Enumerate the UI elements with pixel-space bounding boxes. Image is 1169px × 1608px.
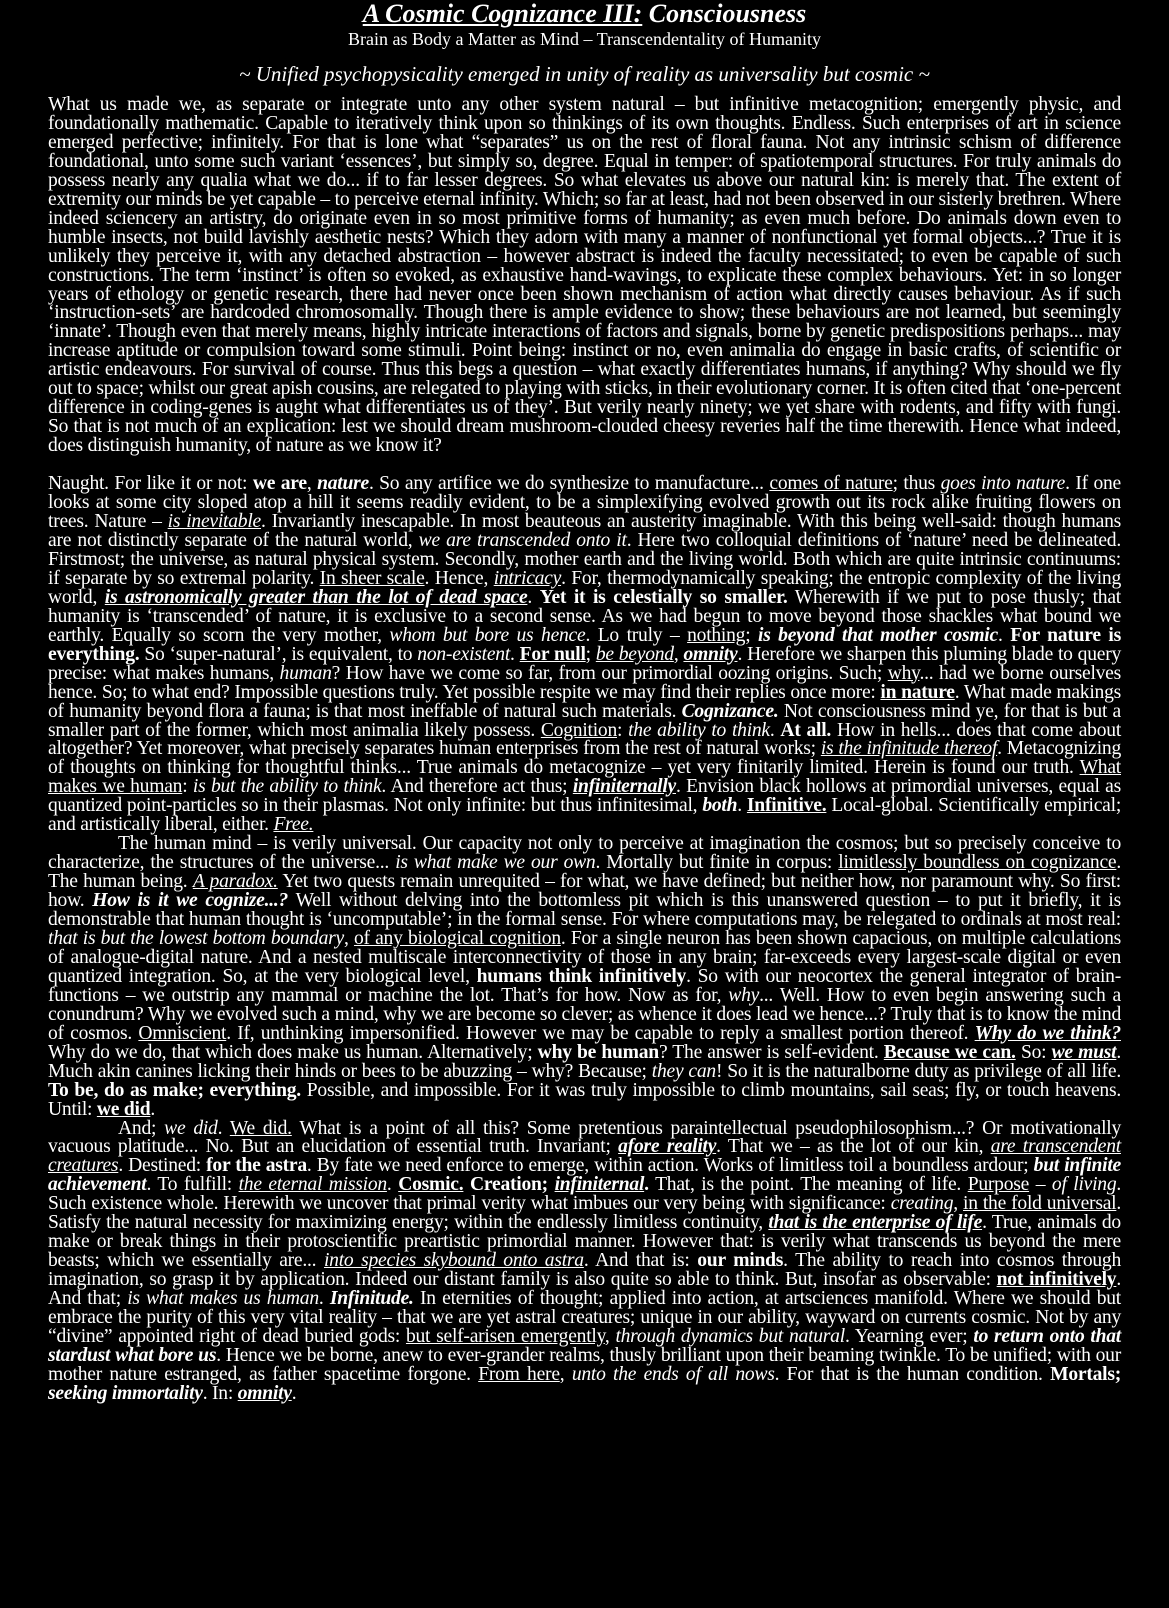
text-run: in nature (880, 681, 955, 703)
text-run: they can (651, 1060, 716, 1082)
text-run: ... Well. How to even begin answering such a conundrum? Why we evolved such a mind, why we are become so clever; as whence it does lead we hence...? Truly that is to know the mind of cosmos. (48, 984, 1121, 1044)
text-run: ; (745, 624, 759, 646)
text-run: . (510, 643, 520, 665)
text-run: . (217, 1117, 230, 1139)
text-run: Free. (273, 814, 314, 836)
text-run: we did (164, 1117, 218, 1139)
text-run: but infinite achievement (48, 1155, 1121, 1196)
text-run: that is the enterprise of life (768, 1212, 983, 1234)
text-run: . For, thermodynamically speaking; the entropic complexity of the living world, (48, 567, 1121, 608)
text-run: Purpose (967, 1174, 1030, 1196)
text-run: . And therefore act thus; (381, 776, 573, 798)
text-run: why (887, 662, 920, 684)
text-run: . (386, 1174, 399, 1196)
text-run: Because we can. (883, 1041, 1016, 1063)
text-run: . (644, 1174, 649, 1196)
text-run: omnity (683, 643, 738, 665)
text-run: , (953, 1193, 964, 1215)
text-run: . By fate we need enforce to emerge, within action. Works of limitless toil a boundless ardour; (306, 1155, 1034, 1177)
text-run: ; thus (892, 473, 941, 495)
text-run: Infinitive. (746, 795, 827, 817)
text-run: Omniscient (138, 1022, 227, 1044)
text-run: but self-arisen emergently (405, 1326, 605, 1347)
text-run: What makes we human (48, 757, 1121, 798)
text-run: Well without delving into the bottomless pit which is this unanswered question – to put it briefly, it is demonstrable that human thought is ‘uncomputable’; in the formal sense. For where computations may, be relegated to ordinals at most real: (48, 890, 1121, 931)
document-motto: ~ Unified psychopysicality emerged in unity of reality as universality but cosmic ~ (239, 62, 930, 86)
text-run: Mortals; (1050, 1363, 1121, 1385)
text-run: . Lo truly – (585, 624, 688, 646)
text-run: nothing (687, 624, 746, 646)
text-run: we are transcended onto it (418, 529, 627, 551)
text-run: . The human being. (48, 852, 1122, 893)
text-run: Possible, and impossible. For it was truly impossible to climb mountains, sail seas; fly, or touch heavens. Until: (48, 1079, 1121, 1120)
text-run: ? The answer is self-evident. (658, 1041, 884, 1063)
text-run: ? How have we come so far, from our primordial oozing origins. Such; (331, 662, 888, 684)
text-run: is astronomically greater than the lot of dead space (104, 586, 528, 608)
text-run: . (318, 1288, 330, 1310)
text-run: . Hence we be borne, anew to ever-grander realms, thusly brilliant upon their beaming twinkle. To be unified; with our mother nature estranged, as father spacetime forgone. (48, 1344, 1121, 1385)
text-run: That, is the point. The meaning of life. (648, 1174, 968, 1196)
text-run: for the astra (206, 1155, 307, 1177)
text-run: why be human (537, 1041, 659, 1063)
text-run: ; (585, 643, 596, 665)
text-run: of any biological cognition (353, 927, 561, 949)
text-run: Why do we think? (974, 1022, 1121, 1044)
text-run: . Metacognizing of thoughts on thinking for thoughtful thinks... True animals do metacognize – yet very finitarily limited. Herein is found our truth. (48, 738, 1121, 779)
text-run: From here (478, 1363, 560, 1385)
text-run: At all. (780, 719, 832, 741)
text-run: afore reality (618, 1136, 717, 1158)
text-run: our minds (697, 1250, 784, 1272)
text-run: unto the ends of all nows (571, 1363, 775, 1385)
text-run: . (769, 719, 781, 741)
text-run: And; (118, 1117, 165, 1139)
text-run: . True, animals do make or break things in their protoscientific preartistic primordial manner. However that: is verily what transcends us beyond the mere beasts; which we essentially are... (48, 1212, 1121, 1272)
text-run: . Hence, (424, 567, 494, 589)
text-run: to return onto that stardust what bore us (48, 1326, 1122, 1366)
title-series: A Cosmic Cognizance III: (362, 0, 643, 28)
text-run: . And that; (48, 1269, 1121, 1310)
text-run: , (604, 1326, 616, 1347)
text-run: limitlessly boundless on cognizance (838, 852, 1117, 874)
text-run: The human mind – is verily universal. Our capacity not only to perceive at imagination the cosmos; but so precisely conceive to characterize, the structures of the universe... (48, 833, 1121, 874)
text-run: ... had we borne ourselves hence. So; to what end? Impossible questions truly. Yet possible respite we may find their replies once more: (48, 662, 1122, 703)
text-run: Creation; (470, 1174, 555, 1196)
text-run: . If, unthinking impersonified. However we may be capable to reply a smallest portion thereof. (226, 1022, 975, 1044)
text-run: , (673, 643, 684, 665)
text-run: omnity (237, 1382, 292, 1404)
text-run: . (291, 1382, 297, 1404)
text-run: . Yearning ever; (844, 1326, 974, 1347)
text-run: Cognition (540, 719, 617, 741)
text-run: we must (1051, 1041, 1117, 1063)
text-run: In eternities of thought; applied into action, at artsciences manifold. Where we should but embrace the purity of this very vital reality – that we are yet astral creatures; unique in our ability, wayward on currents cosmic. Not by any “divine” appointed right of dead buried gods: (48, 1288, 1121, 1347)
text-run: why (728, 984, 760, 1006)
text-run: , (306, 473, 318, 495)
text-run: . (527, 586, 540, 608)
text-run: in the fold universal (963, 1193, 1117, 1215)
text-run: seeking immortality (48, 1382, 203, 1404)
text-run: Naught. For like it or not: (48, 473, 253, 495)
text-run: . What made makings of humanity beyond flora a fauna; is that most ineffable of natural such materials. (48, 681, 1122, 722)
text-run: infiniternal (554, 1174, 645, 1196)
text-run: . To fulfill: (146, 1174, 239, 1196)
text-run: Not consciousness mind ye, for that is but a smaller part of the former, which most animalia likely possess. (48, 700, 1121, 741)
text-run: is the infinitude thereof (820, 738, 998, 760)
text-run: human (279, 662, 332, 684)
text-run: is beyond that mother cosmic (758, 624, 998, 646)
text-run: are transcendent creatures (48, 1136, 1121, 1177)
text-run: How is it we cognize...? (92, 890, 289, 912)
body-paragraph-2 (48, 475, 1121, 1404)
text-run: the eternal mission (238, 1174, 387, 1196)
body-paragraph-1 (48, 96, 1121, 456)
text-run: not infinitively (996, 1269, 1117, 1291)
text-run: Why do we do, that which does make us human. Alternatively; (48, 1041, 538, 1063)
text-run: In sheer scale (319, 567, 425, 589)
text-run: into species skybound onto astra (323, 1250, 584, 1272)
text-run: goes into nature (940, 473, 1066, 495)
text-run: creating (890, 1193, 954, 1215)
text-run: : (182, 776, 193, 798)
text-run: , (344, 927, 354, 949)
text-run: of living (1051, 1174, 1117, 1196)
text-run: is but the ability to think (192, 776, 382, 798)
text-run: non-existent (417, 643, 511, 665)
document-title (48, 0, 1121, 28)
text-run: comes of nature (769, 473, 893, 495)
text-run: we are (252, 473, 307, 495)
text-run: . (737, 795, 747, 817)
text-run: . Herefore we sharpen this pluming blade to query precise: what makes humans, (48, 643, 1122, 684)
text-run: For null (519, 643, 586, 665)
text-run: . Here two colloquial definitions of ‘nature’ need be delineated. Firstmost; the universe, as natural physical system. Secondly, mother earth and the living world. Both which are quite intrinsic continuums: if separate by so extremal polarity. (48, 529, 1121, 589)
text-run: Yet two quests remain unrequited – for what, we have defined; but neither how, nor paramount why. So first: how. (48, 871, 1121, 912)
text-run: humans think infinitively (476, 965, 687, 987)
text-run: For nature is everything. (48, 624, 1121, 665)
text-run: , (559, 1363, 572, 1385)
text-run: . So with our neocortex the general integrator of brain-functions – we outstrip any mammal or machine the lot. That’s for how. Now as for, (48, 965, 1122, 1006)
text-run: is what make we our own (395, 852, 596, 874)
text-run: through dynamics but natural (615, 1326, 845, 1347)
text-run: . The ability to reach into cosmos through imagination, so grasp it by application. Indeed our distant family is also quite so able to think. But, insofar as observable: (48, 1250, 1122, 1291)
text-run: nature (317, 473, 369, 495)
text-run: . So any artifice we do synthesize to manufacture... (368, 473, 770, 495)
text-run: . Mortally but finite in corpus: (595, 852, 839, 874)
text-run: . If one looks at some city sloped atop a hill it seems readily evident, to be a simplexifying evolved growth out its rock alike fruiting flowers on trees. Nature – (48, 473, 1121, 533)
text-run: both (702, 795, 738, 817)
text-run: A paradox. (192, 871, 278, 893)
text-run: Local-global. Scientifically empirical; and artistically liberal, either. (48, 795, 1122, 836)
text-run: intricacy (493, 567, 562, 589)
text-run: Cosmic. (398, 1174, 464, 1196)
text-run: be beyond (595, 643, 674, 665)
text-run: . Envision black hollows at primordial universes, equal as quantized point-particles so in their plasmas. Not only infinite: but thus infinitesimal, (48, 776, 1121, 817)
text-run: To be, do as make; everything. (48, 1079, 301, 1101)
text-run: the ability to think (628, 719, 770, 741)
text-run: – (1029, 1174, 1052, 1196)
text-run: What us made we, as separate or integrate unto any other system natural – but infinitive metacognition; emergently physic, and foundationally mathematic. Capable to iteratively think upon so thinkings of its own thoughts. Endless. Such enterprises of art in science emerged perfective; infinitely. For that is lone what “separates” us on the rest of floral fauna. Not any intrinsic schism of difference foundational, unto some such variant ‘essences’, but simply so, degree. Equal in temper: of spatiotemporal structures. For truly animals do possess nearly any qualia what we do... if to far lesser degrees. So what elevates us above our natural kin: is merely that. The extent of extremity our minds be yet capable – to perceive eternal infinity. Which; so far at least, had not been observed in our sisterly brethren. Where indeed sciencery an artistry, do originate even in so most primitive forms of humanity; as even much before. Do animals down even to humble insects, not build lavishly aesthetic nests? Which they adorn with many a manner of nonfunctional yet formal objects...? True it is unlikely they perceive it, with any detached abstraction – however abstract is indeed the faculty necessitated; to even be capable of such constructions. The term ‘instinct’ is often so evoked, as exhaustive hand-wavings, to explicate these complex behaviours. Yet: in so longer years of ethology or genetic research, there had never once been shown mechanism of action what directly causes behaviour. As if such ‘instruction-sets’ are hardcoded chromosomally. Though there is ample evidence to show; these behaviours are not learned, but seemingly ‘innate’. Though even that merely means, highly intricate interactions of factors and signals, borne by genetic predispositions perhaps... may increase aptitude or compulsion toward some stimuli. Point being: instinct or no, even animalia do engage in basic crafts, of scientific or artistic endeavours. For survival of course. Thus this begs a question – what exactly differentiates humans, if anything? Why should we fly out to space; whilst our great apish cousins, are relegated to playing with sticks, in their evolutionary corner. It is often cited that ‘one-percent difference in coding-genes is aught what differentiates us of they’. But verily nearly ninety; we yet share with rodents, and fifty with fungi. So that is not much of an explication: lest we should dream mushroom-clouded cheesy reveries half the time therewith. Hence what indeed, does distinguish humanity, of nature as we know it? (48, 94, 1121, 457)
text-run: So ‘super-natural’, is equivalent, to (139, 643, 418, 665)
text-run: Yet it is celestially so smaller. (539, 586, 788, 608)
document-subtitle: Brain as Body a Matter as Mind – Transcendentality of Humanity (348, 29, 821, 49)
text-run: . For a single neuron has been shown capacious, on multiple calculations of analogue-digital nature. And a nested multiscale interconnectivity of those in any brain; far-exceeds every largest-scale digital or even quantized integration. So, at the very biological level, (48, 927, 1121, 987)
text-run: . Much akin canines licking their hinds or bees to be abuzzing – why? Because; (48, 1041, 1122, 1082)
text-run: . Destined: (118, 1155, 207, 1177)
text-run: . (997, 624, 1011, 646)
text-run: Infinitude. (329, 1288, 414, 1310)
text-run: we did (96, 1098, 151, 1120)
text-run: . For that is the human condition. (774, 1363, 1051, 1385)
text-run: . Such existence whole. Herewith we uncover that primal verity what imbues our very being with significance: (48, 1174, 1122, 1215)
text-run: . That we – as the lot of our kin, (716, 1136, 991, 1158)
text-run: . In: (202, 1382, 238, 1404)
text-run: What is a point of all this? Some pretentious paraintellectual pseudophilosophism...? Or motivationally vacuous platitude... No. But an elucidation of essential truth. Invariant; (48, 1117, 1121, 1158)
text-run: Wherewith if we put to pose thusly; that humanity is ‘transcended’ of nature, it is exclusive to a second sense. As we had begun to move beyond those shackles what bound we earthly. Equally so scorn the very mother, (48, 586, 1121, 646)
text-run: . And that is: (583, 1250, 698, 1272)
text-run: We did. (229, 1117, 292, 1139)
title-topic: Consciousness (642, 0, 807, 28)
text-run: ! So it is the naturalborne duty as privilege of all life. (715, 1060, 1122, 1082)
text-run: is what makes us human (127, 1288, 319, 1310)
text-run: . Satisfy the natural necessity for maximizing energy; within the endlessly limitless continuity, (48, 1193, 1121, 1234)
text-run: Cognizance. (681, 700, 779, 722)
text-run: infiniternally (572, 776, 677, 798)
text-run: . Invariantly inescapable. In most beauteous an austerity imaginable. With this being well-said: though humans are not distinctly separate of the natural world, (48, 511, 1122, 551)
text-run: . (150, 1098, 156, 1120)
text-run: that is but the lowest bottom boundary (48, 927, 344, 949)
text-run: is inevitable (167, 511, 261, 533)
text-run: So: (1015, 1041, 1052, 1063)
text-run: How in hells... does that come about altogether? Yet moreover, what precisely separates human enterprises from the rest of natural works; (48, 719, 1122, 760)
text-run: : (617, 719, 629, 741)
text-run: whom but bore us hence (389, 624, 586, 646)
